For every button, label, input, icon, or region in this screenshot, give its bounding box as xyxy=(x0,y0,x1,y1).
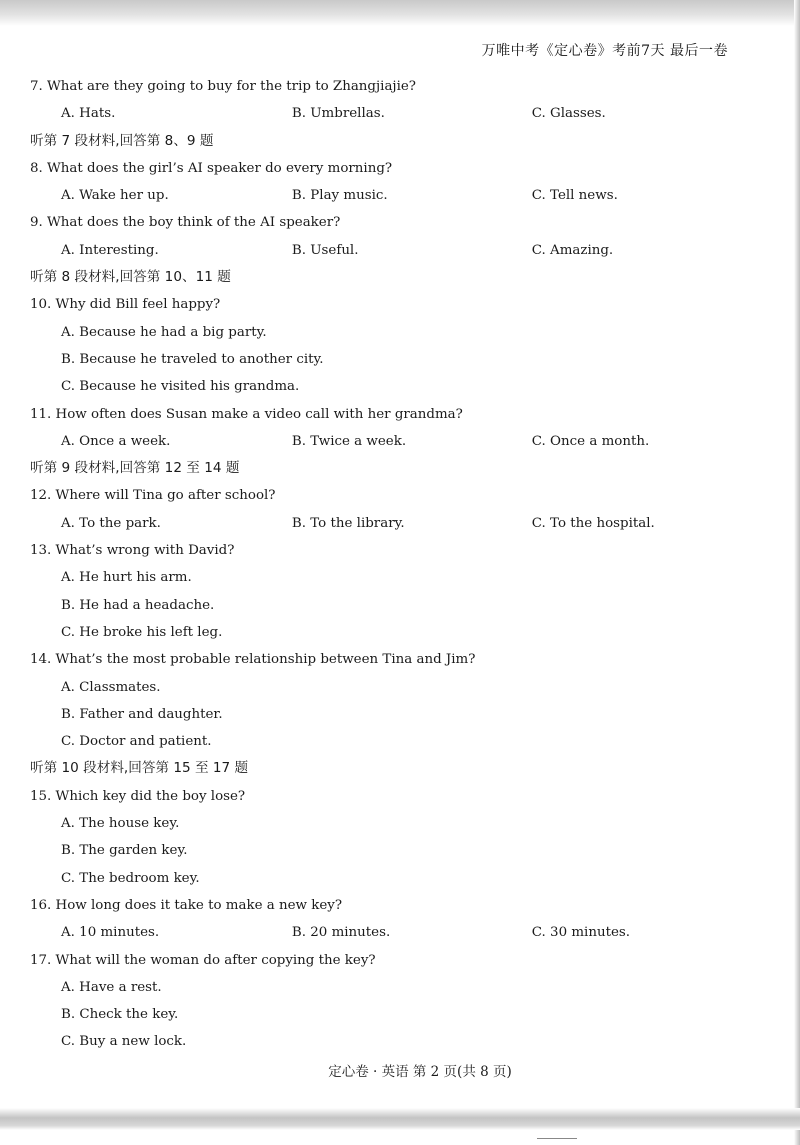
option-row xyxy=(30,182,730,209)
option-text: B. Play music. xyxy=(291,188,388,204)
option-text: B. The garden key. xyxy=(61,843,188,859)
option-text: B. Check the key. xyxy=(61,1007,179,1023)
scan-bottom-mark xyxy=(537,1138,577,1139)
option-text: A. To the park. xyxy=(61,515,161,531)
question-text: 17. What will the woman do after copying the key? xyxy=(30,952,376,968)
option-text: B. 20 minutes. xyxy=(291,925,391,941)
option-text: C. Buy a new lock. xyxy=(61,1034,187,1050)
option-text: A. He hurt his arm. xyxy=(61,570,192,586)
question-text: 12. Where will Tina go after school? xyxy=(30,488,276,504)
option-text: A. Classmates. xyxy=(61,679,161,695)
question-text: 9. What does the boy think of the AI speaker? xyxy=(30,215,341,231)
question-text: 7. What are they going to buy for the trip to Zhangjiajie? xyxy=(30,79,416,94)
question-text: 14. What’s the most probable relationship between Tina and Jim? xyxy=(30,652,476,668)
option-row xyxy=(30,100,730,127)
option-text: C. Amazing. xyxy=(531,242,614,258)
question-text: 15. Which key did the boy lose? xyxy=(30,788,246,804)
option-text: A. 10 minutes. xyxy=(61,925,160,941)
option-text: C. Once a month. xyxy=(531,433,650,449)
scan-top-shadow xyxy=(0,0,800,26)
section-instruction: 听第 10 段材料,回答第 15 至 17 题 xyxy=(30,760,249,777)
option-text: A. Once a week. xyxy=(61,433,171,449)
question-text: 10. Why did Bill feel happy? xyxy=(30,297,221,313)
option-text: B. To the library. xyxy=(291,515,405,531)
section-instruction: 听第 9 段材料,回答第 12 至 14 题 xyxy=(30,460,240,477)
option-row xyxy=(30,510,730,537)
question-text: 11. How often does Susan make a video call with her grandma? xyxy=(30,406,463,422)
option-text: A. Because he had a big party. xyxy=(61,324,267,340)
option-text: C. Tell news. xyxy=(531,188,618,204)
question-text: 13. What’s wrong with David? xyxy=(30,543,235,559)
page-footer: 定心卷 · 英语 第 2 页(共 8 页) xyxy=(328,1064,512,1080)
section-instruction: 听第 7 段材料,回答第 8、9 题 xyxy=(30,132,214,149)
option-text: C. Doctor and patient. xyxy=(61,734,212,750)
section-instruction: 听第 8 段材料,回答第 10、11 题 xyxy=(30,269,231,286)
option-text: C. Because he visited his grandma. xyxy=(61,379,300,395)
option-text: C. 30 minutes. xyxy=(531,925,631,941)
option-text: B. Because he traveled to another city. xyxy=(61,351,324,367)
scan-right-edge xyxy=(794,0,800,1145)
option-row xyxy=(30,237,730,264)
option-text: A. Wake her up. xyxy=(61,188,169,204)
scan-bottom-band xyxy=(0,1108,800,1130)
question-text: 8. What does the girl’s AI speaker do every morning? xyxy=(30,160,393,176)
option-text: B. He had a headache. xyxy=(61,597,215,613)
option-text: C. He broke his left leg. xyxy=(61,624,223,640)
option-text: B. Twice a week. xyxy=(291,433,407,449)
option-text: A. Have a rest. xyxy=(61,979,162,995)
question-text: 16. How long does it take to make a new key? xyxy=(30,897,343,913)
option-text: C. The bedroom key. xyxy=(61,870,200,886)
page-header: 万唯中考《定心卷》考前7天 最后一卷 xyxy=(481,43,728,59)
option-row xyxy=(30,428,730,455)
option-row xyxy=(30,919,730,946)
option-text: C. To the hospital. xyxy=(531,515,655,531)
option-text: A. Hats. xyxy=(61,106,116,122)
option-text: B. Useful. xyxy=(291,242,359,258)
option-text: C. Glasses. xyxy=(531,106,606,122)
question-list xyxy=(30,73,730,1056)
option-text: B. Father and daughter. xyxy=(61,706,223,722)
option-text: A. The house key. xyxy=(61,816,180,832)
option-text: B. Umbrellas. xyxy=(291,106,385,122)
option-text: A. Interesting. xyxy=(61,242,159,258)
